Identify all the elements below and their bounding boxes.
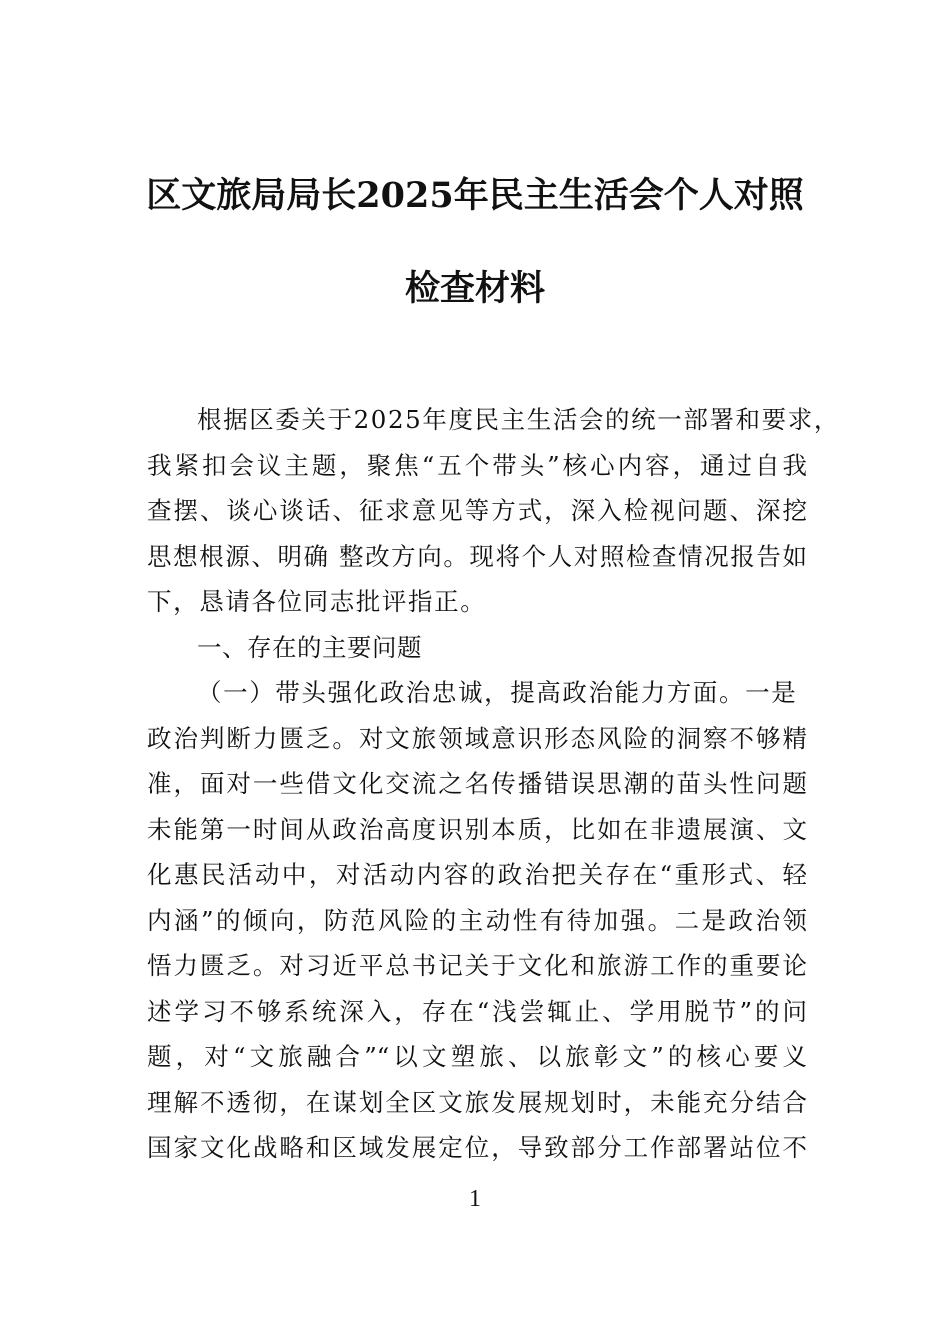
intro-line-3: 查摆、谈心谈话、征求意见等方式，深入检视问题、深挖 <box>147 496 807 525</box>
subsection-line-8: 述学习不够系统深入，存在“浅尝辄止、学用脱节”的问 <box>147 996 807 1026</box>
document-title-line-2: 检查材料 <box>404 268 545 309</box>
subsection-line-10: 理解不透彻，在谋划全区文旅发展规划时，未能充分结合 <box>147 1087 807 1117</box>
subsection-line-4: 未能第一时间从政治高度识别本质，比如在非遗展演、文 <box>147 814 807 844</box>
intro-line-4: 思想根源、明确 整改方向。现将个人对照检查情况报告如 <box>147 541 807 571</box>
subsection-line-11: 国家文化战略和区域发展定位，导致部分工作部署站位不 <box>147 1133 807 1162</box>
document-title-line-1: 区文旅局局长2025年民主生活会个人对照 <box>146 175 804 216</box>
subsection-line-2: 政治判断力匮乏。对文旅领域意识形态风险的洞察不够精 <box>147 723 807 753</box>
page-number: 1 <box>469 1186 481 1212</box>
subsection-line-7: 悟力匮乏。对习近平总书记关于文化和旅游工作的重要论 <box>147 951 807 980</box>
intro-line-2: 我紧扣会议主题，聚焦“五个带头”核心内容，通过自我 <box>147 450 807 480</box>
subsection-line-9: 题，对“文旅融合”“以文塑旅、以旅彰文”的核心要义 <box>147 1042 807 1071</box>
section-heading: 一、存在的主要问题 <box>197 632 422 662</box>
subsection-line-5: 化惠民活动中，对活动内容的政治把关存在“重形式、轻 <box>147 860 807 889</box>
document-body <box>147 397 840 1171</box>
subsection-line-1: （一）带头强化政治忠诚，提高政治能力方面。一是 <box>197 678 798 707</box>
subsection-line-3: 准，面对一些借文化交流之名传播错误思潮的苗头性问题 <box>147 769 807 798</box>
subsection-line-6: 内涵”的倾向，防范风险的主动性有待加强。二是政治领 <box>147 905 807 935</box>
intro-line-1: 根据区委关于2025年度民主生活会的统一部署和要求， <box>197 405 840 434</box>
intro-line-5: 下，恳请各位同志批评指正。 <box>147 587 487 616</box>
